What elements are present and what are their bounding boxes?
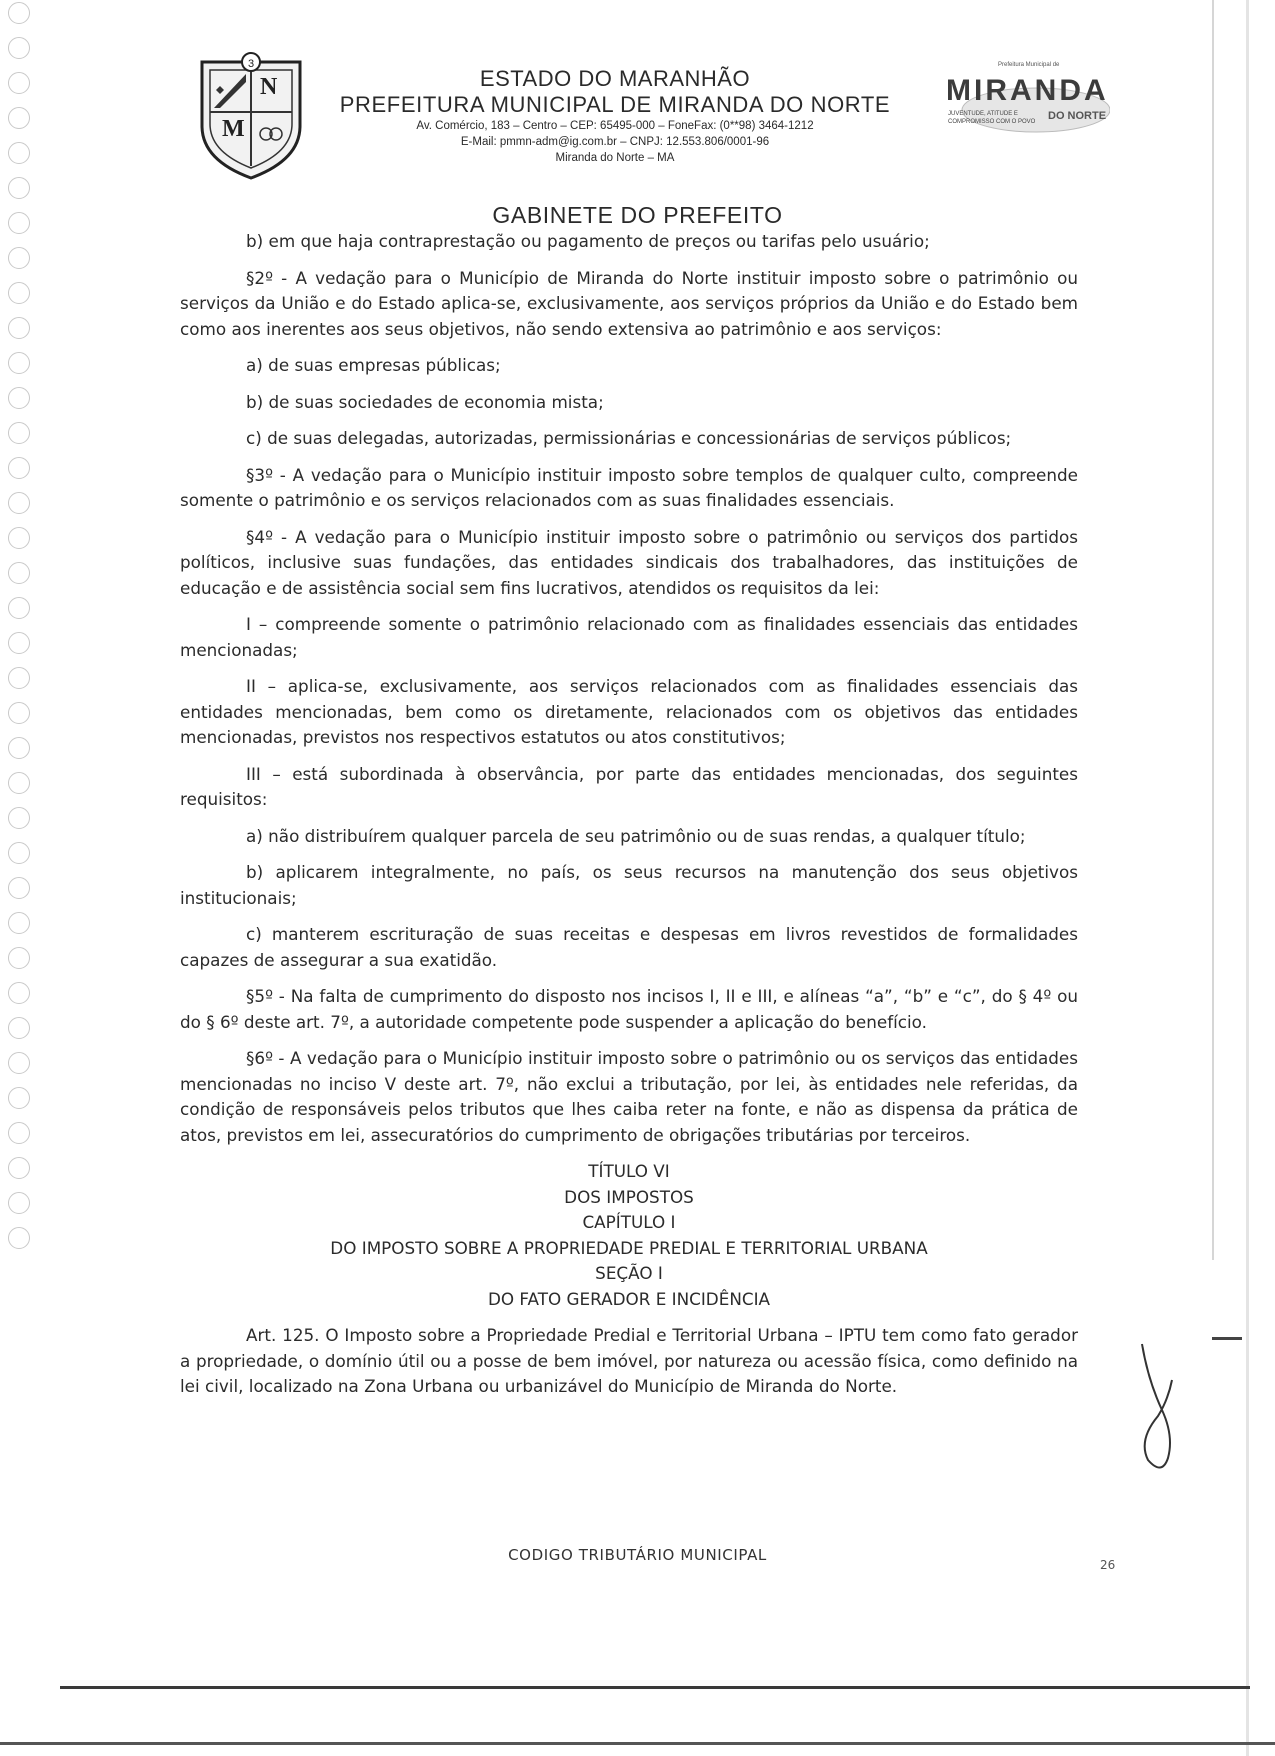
office-title: GABINETE DO PREFEITO [492,202,783,228]
paragraph: a) não distribuírem qualquer parcela de seu patrimônio ou de suas rendas, a qualquer título; [246,825,1026,846]
binding-hole [8,352,30,374]
binding-hole [8,527,30,549]
binding-hole [8,2,30,24]
binding-hole [8,177,30,199]
prefecture-name: PREFEITURA MUNICIPAL DE MIRANDA DO NORTE [339,92,891,117]
binding-hole [8,1017,30,1039]
email-line: E-Mail: pmmn-adm@ig.com.br – CNPJ: 12.553.806/0001-96 [460,136,770,148]
paragraph: b) em que haja contraprestação ou pagamento de preços ou tarifas pelo usuário; [246,231,930,251]
crest-letter-n: N [260,74,278,100]
logo-slogan: JUVENTUDE, ATITUDE E COMPROMISSO COM O POVO [948,111,1036,125]
section-label: SEÇÃO I [595,1263,663,1283]
logo-do-norte: DO NORTE [1048,110,1107,122]
address-line: Av. Comércio, 183 – Centro – CEP: 65495-000 – FoneFax: (0**98) 3464-1212 [416,120,814,132]
crest-shield-icon [196,48,306,180]
paragraph: c) manterem escrituração de suas receitas e despesas em livros revestidos de formalidades capazes de assegurar a sua exatidão. [180,924,1078,970]
binding-hole [8,1122,30,1144]
binding-hole [8,1227,30,1249]
paragraph: §2º - A vedação para o Município de Miranda do Norte instituir imposto sobre o patrimônio ou serviços da União e do Estado aplica-se, exclusivamente, aos serviços próprios da União e do Estado bem como aos inerentes aos seus objetivos, não sendo extensiva ao patrimônio e aos serviços: [180,267,1078,339]
paragraph: §3º - A vedação para o Município instituir imposto sobre templos de qualquer culto, compreende somente o patrimônio e os serviços relacionados com as suas finalidades essenciais. [180,464,1078,510]
svg-text:3: 3 [248,58,255,70]
binding-hole [8,737,30,759]
section-heading [180,1159,1078,1312]
binding-hole [8,317,30,339]
edge-mark [1212,1337,1242,1340]
page-footer: CODIGO TRIBUTÁRIO MUNICIPAL [508,1546,767,1564]
miranda-logo [940,62,1110,136]
binding-hole [8,947,30,969]
paragraph: II – aplica-se, exclusivamente, aos serviços relacionados com as finalidades essenciais das entidades mencionadas, bem como os diretamente, relacionados com os objetivos das entidades mencionadas, previstos nos respectivos estatutos ou atos constitutivos; [180,676,1078,747]
binding-hole [8,457,30,479]
binding-hole [8,877,30,899]
binding-hole [8,1087,30,1109]
binding-hole [8,702,30,724]
paragraph: c) de suas delegadas, autorizadas, permissionárias e concessionárias de serviços públicos; [246,428,1012,448]
title-heading: TÍTULO VI [588,1161,670,1181]
paragraph: Art. 125. O Imposto sobre a Propriedade Predial e Territorial Urbana – IPTU tem como fato gerador a propriedade, o domínio útil ou a posse de bem imóvel, por natureza ou acessão física, como definido na lei civil, localizado na Zona Urbana ou urbanizável do Município de Miranda do Norte. [180,1325,1078,1396]
logo-brand: MIRANDA [946,74,1109,107]
chapter-heading: CAPÍTULO I [582,1212,676,1232]
state-name: ESTADO DO MARANHÃO [479,66,751,91]
document-body [180,229,1078,1411]
binding-holes [0,0,34,1756]
binding-hole [8,247,30,269]
binding-hole [8,422,30,444]
binding-hole [8,142,30,164]
section-subheading: DO FATO GERADOR E INCIDÊNCIA [487,1288,771,1309]
binding-hole [8,72,30,94]
binding-hole [8,772,30,794]
paragraph: III – está subordinada à observância, por parte das entidades mencionadas, dos seguintes requisitos: [180,763,1078,809]
page-number: 26 [1100,1558,1116,1572]
city-line: Miranda do Norte – MA [555,152,675,164]
binding-hole [8,632,30,654]
binding-hole [8,1192,30,1214]
binding-hole [8,807,30,829]
binding-hole [8,562,30,584]
municipal-crest [196,48,306,180]
binding-hole [8,37,30,59]
paragraph: §4º - A vedação para o Município instituir imposto sobre o patrimônio ou serviços dos partidos políticos, inclusive suas fundações, das entidades sindicais dos trabalhadores, das instituições de educação e de assistência social sem fins lucrativos, atendidos os requisitos da lei: [180,526,1078,598]
paragraph: §6º - A vedação para o Município instituir imposto sobre o patrimônio ou os serviços das entidades mencionadas no inciso V deste art. 7º, não exclui a tributação, por lei, às entidades nele referidas, da condição de responsáveis pelos tributos que lhes caiba reter na fonte, e não as dispensa da prática de atos, previstos em lei, assecuratórios do cumprimento de obrigações tributárias por terceiros. [180,1048,1078,1145]
binding-hole [8,842,30,864]
scan-bottom-edge [0,1742,1275,1745]
binding-hole [8,1052,30,1074]
binding-hole [8,982,30,1004]
binding-hole [8,282,30,304]
binding-hole [8,667,30,689]
binding-hole [8,107,30,129]
paragraph: b) aplicarem integralmente, no país, os seus recursos na manutenção dos seus objetivos institucionais; [180,862,1078,908]
page-edge [1246,0,1249,1756]
binding-hole [8,597,30,619]
chapter-subheading: DO IMPOSTO SOBRE A PROPRIEDADE PREDIAL E TERRITORIAL URBANA [330,1237,928,1258]
binding-hole [8,492,30,514]
paragraph: b) de suas sociedades de economia mista; [246,391,604,412]
binding-hole [8,387,30,409]
title-subheading: DOS IMPOSTOS [564,1186,694,1207]
paragraph: I – compreende somente o patrimônio relacionado com as finalidades essenciais das entidades mencionadas; [180,614,1078,660]
letterhead [320,66,910,166]
page-bottom-edge [60,1686,1250,1689]
binding-hole [8,1157,30,1179]
crest-letter-m: M [222,116,245,142]
paragraph: §5º - Na falta de cumprimento do disposto nos incisos I, II e III, e alíneas “a”, “b” e “c”, do § 4º ou do § 6º deste art. 7º, a autoridade competente pode suspender a aplicação do benefício. [180,986,1078,1032]
paragraph: a) de suas empresas públicas; [246,355,501,375]
binding-hole [8,912,30,934]
signature-initial-icon [1128,1340,1188,1480]
logo-top-text: Prefeitura Municipal de [998,62,1060,68]
page-edge-shadow [1212,0,1214,1260]
